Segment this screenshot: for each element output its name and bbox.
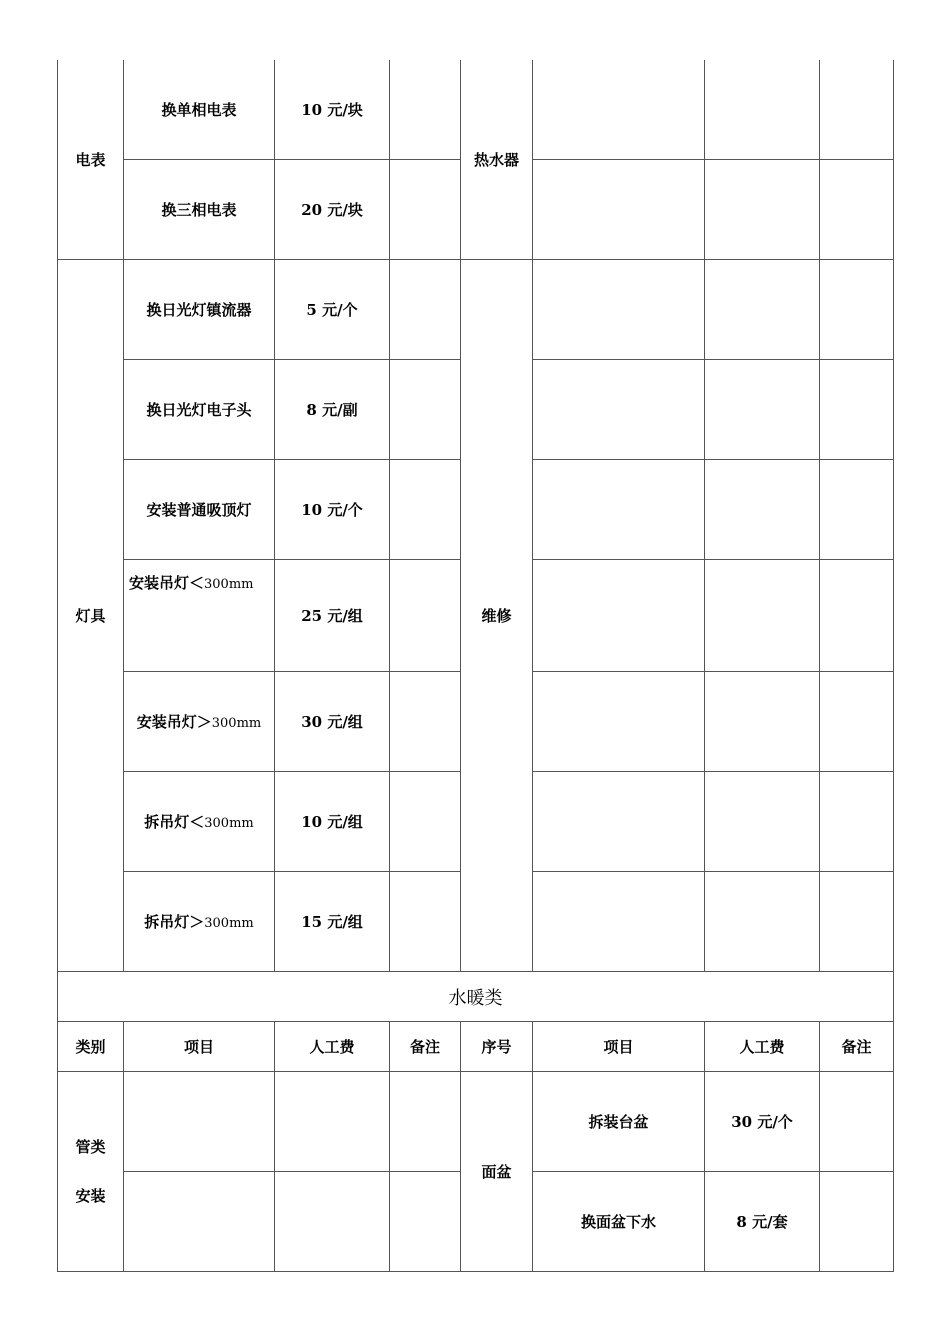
item-name: 拆装台盆 [533, 1072, 705, 1172]
item-name-text: 安装吊灯＜ [129, 574, 205, 592]
price-table [57, 60, 894, 1272]
item-price [275, 360, 390, 460]
price-unit: 元/套 [752, 1213, 788, 1231]
remark-cell [820, 1172, 894, 1272]
header-cell: 备注 [820, 1022, 894, 1072]
header-cell: 项目 [124, 1022, 275, 1072]
item-name [124, 672, 275, 772]
empty-cell [705, 360, 820, 460]
empty-cell [820, 672, 894, 772]
price-unit: 元/组 [327, 713, 363, 731]
remark-cell [390, 360, 461, 460]
remark-cell [390, 160, 461, 260]
item-name-mm: 300mm [211, 716, 262, 731]
empty-cell [820, 460, 894, 560]
remark-cell [820, 1072, 894, 1172]
empty-cell [820, 60, 894, 160]
price-number: 10 [301, 501, 323, 519]
price-number: 8 [306, 401, 317, 419]
item-name [124, 872, 275, 972]
remark-cell [390, 772, 461, 872]
header-cell: 类别 [58, 1022, 124, 1072]
category-cell-mianpen: 面盆 [461, 1072, 533, 1272]
price-unit: 元/个 [322, 301, 358, 319]
category-line: 安装 [75, 1186, 106, 1205]
item-name-mm: 300mm [204, 577, 254, 592]
item-price [705, 1072, 820, 1172]
remark-cell [390, 60, 461, 160]
empty-cell [705, 772, 820, 872]
item-name: 换单相电表 [124, 60, 275, 160]
section-title-row [58, 972, 894, 1022]
item-name: 安装普通吸顶灯 [124, 460, 275, 560]
category-cell-guanlei [58, 1072, 124, 1272]
price-unit: 元/个 [327, 501, 363, 519]
header-cell: 人工费 [705, 1022, 820, 1072]
empty-cell [705, 672, 820, 772]
empty-cell [533, 260, 705, 360]
remark-cell [390, 460, 461, 560]
empty-cell [533, 872, 705, 972]
price-number: 20 [301, 201, 323, 219]
price-number: 15 [301, 913, 323, 931]
empty-cell [390, 1072, 461, 1172]
category-cell-dianbiao: 电表 [58, 60, 124, 260]
empty-cell [705, 872, 820, 972]
empty-cell [275, 1072, 390, 1172]
empty-cell [390, 1172, 461, 1272]
empty-cell [705, 560, 820, 672]
empty-cell [705, 460, 820, 560]
price-number: 25 [301, 607, 323, 625]
item-name: 换三相电表 [124, 160, 275, 260]
price-number: 5 [306, 301, 317, 319]
item-price [275, 260, 390, 360]
empty-cell [705, 60, 820, 160]
empty-cell [124, 1072, 275, 1172]
category-cell-reshuiqi: 热水器 [461, 60, 533, 260]
empty-cell [124, 1172, 275, 1272]
category-cell-dengju: 灯具 [58, 260, 124, 972]
price-unit: 元/块 [327, 201, 363, 219]
price-unit: 元/组 [327, 913, 363, 931]
item-name-mm: 300mm [204, 916, 254, 931]
price-number: 30 [301, 713, 323, 731]
empty-cell [820, 560, 894, 672]
price-number: 10 [301, 101, 323, 119]
empty-cell [820, 260, 894, 360]
item-price [275, 672, 390, 772]
item-name-text: 拆吊灯＜ [144, 813, 205, 831]
price-number: 30 [731, 1113, 753, 1131]
header-cell: 序号 [461, 1022, 533, 1072]
price-number: 8 [736, 1213, 747, 1231]
item-price [275, 60, 390, 160]
item-name [124, 560, 275, 672]
section-title: 水暖类 [58, 972, 894, 1022]
item-price [275, 872, 390, 972]
category-line: 管类 [75, 1137, 106, 1156]
item-price [275, 560, 390, 672]
item-name-text: 安装吊灯＞ [136, 713, 212, 731]
price-unit: 元/个 [757, 1113, 793, 1131]
remark-cell [390, 672, 461, 772]
empty-cell [820, 872, 894, 972]
header-row [58, 1022, 894, 1072]
item-name: 换日光灯电子头 [124, 360, 275, 460]
price-number: 10 [301, 813, 323, 831]
empty-cell [533, 360, 705, 460]
empty-cell [533, 60, 705, 160]
remark-cell [390, 560, 461, 672]
empty-cell [533, 460, 705, 560]
empty-cell [705, 160, 820, 260]
header-cell: 项目 [533, 1022, 705, 1072]
empty-cell [533, 672, 705, 772]
item-price [705, 1172, 820, 1272]
empty-cell [820, 160, 894, 260]
table-row [58, 260, 894, 360]
empty-cell [275, 1172, 390, 1272]
remark-cell [390, 260, 461, 360]
empty-cell [533, 160, 705, 260]
empty-cell [533, 772, 705, 872]
empty-cell [533, 560, 705, 672]
empty-cell [820, 360, 894, 460]
item-name-text: 拆吊灯＞ [144, 913, 205, 931]
item-name: 换日光灯镇流器 [124, 260, 275, 360]
item-price [275, 460, 390, 560]
empty-cell [820, 772, 894, 872]
header-cell: 备注 [390, 1022, 461, 1072]
price-unit: 元/组 [327, 607, 363, 625]
item-name [124, 772, 275, 872]
table-row [58, 60, 894, 160]
item-price [275, 772, 390, 872]
item-name-mm: 300mm [204, 816, 254, 831]
empty-cell [705, 260, 820, 360]
header-cell: 人工费 [275, 1022, 390, 1072]
item-name: 换面盆下水 [533, 1172, 705, 1272]
remark-cell [390, 872, 461, 972]
category-cell-weixiu: 维修 [461, 260, 533, 972]
price-unit: 元/组 [327, 813, 363, 831]
table-row [58, 1072, 894, 1172]
item-price [275, 160, 390, 260]
price-unit: 元/块 [327, 101, 363, 119]
price-unit: 元/副 [322, 401, 358, 419]
